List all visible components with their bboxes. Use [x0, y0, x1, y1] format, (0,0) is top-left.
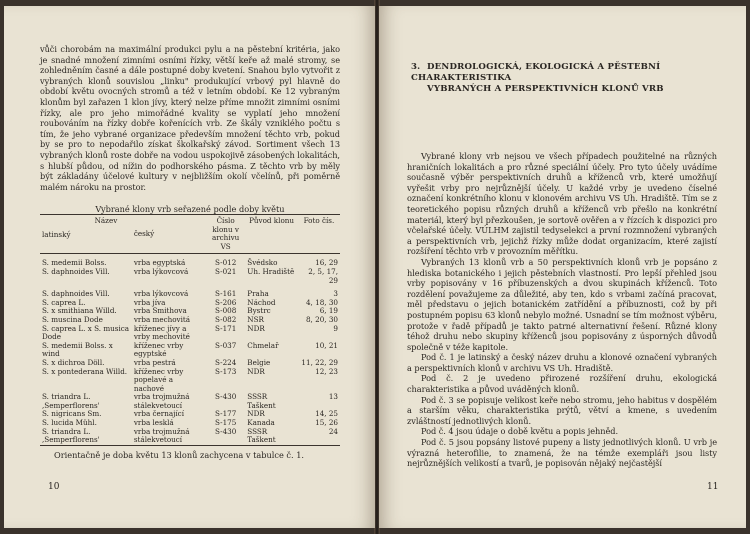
cell-latin: S. x pontederana Willd.: [42, 366, 128, 376]
cell-puvod: Belgie: [247, 357, 271, 367]
header-latinsky: latinský: [42, 229, 71, 239]
cell-czech: vrba lýkovcová: [133, 266, 189, 276]
cell-latin: S. medemii Bolss. x wind: [42, 340, 113, 359]
cell-cislo: S-177: [214, 409, 237, 419]
header-puvod: Původ klonu: [249, 216, 295, 225]
table-row: [40, 285, 340, 299]
cell-foto: 13: [328, 392, 338, 402]
cell-latin: S. caprea L.: [42, 297, 86, 307]
cell-foto: 16, 29: [315, 258, 338, 268]
cell-puvod: Kanada: [247, 418, 275, 428]
paragraph: Pod č. 2 je uvedeno přirozené rozšíření druhu, ekologická charakteristika a původ uváděných klonů.: [407, 373, 717, 395]
cell-cislo: S-161: [214, 289, 237, 299]
table-header-row: [40, 215, 340, 254]
header-nazev: Název: [94, 216, 118, 225]
cell-czech: vrba trojmužná stálekvetoucí: [133, 392, 190, 410]
table-row: [40, 428, 340, 446]
cell-cislo: S-173: [214, 366, 237, 376]
cell-cislo: S-008: [214, 306, 237, 316]
page-number-right: 11: [707, 482, 719, 492]
cell-foto: 24: [328, 426, 338, 436]
header-czech: [132, 215, 206, 254]
intro-text: vůči chorobám na maximální produkci pylu a na pěstební kritéria, jako je snadné množení zimními osními řízky, větší keře až malé stromy, se zohledněním časné a dále postupné doby kvetení. Snahou bylo vytvořit z vybraných klonů souvislou „linku" produkující vrbový pyl hlavně do období květu ovocných stromů a též v letním období. Ke 12 vybraným klonům byl zařazen 1 klon jívy, který nelze příme množit zimními osními řízky, ale pro jeho mimořádné kvality se vyplatí jeho množení roubováním na řízky dobře kořenících vrb. Ze škály vzniklého počtu s tím, že jeho vybrané organizace především množení těchto vrb, pokud by se pro to nepodařilo získat školkařský závod. Sortiment všech 13 vybraných klonů roste dobře na vodou uspokojivě zásobených lokalitách, s hlubší půdou, od nížin do podhorského pásma. Z těchto vrb by měly být základány účelové kultury v nejbližším okolí včelínů, při poměrně malém nároku na prostor.: [40, 44, 340, 192]
table-row: [40, 268, 340, 285]
paragraph: Pod č. 3 se popisuje velikost keře nebo stromu, jeho habitus v dospělém a starším věku, charakteristika prýtů, větví a kmene, s uvedením zvláštností jednotlivých klonů.: [407, 394, 717, 426]
cell-foto: 8, 20, 30: [305, 314, 338, 324]
cell-latin: S. x dichroa Döll.: [42, 357, 105, 367]
cell-czech: vrba egyptská: [133, 258, 186, 268]
cell-foto: 12, 23: [315, 366, 338, 376]
cell-puvod: NSR: [247, 314, 264, 324]
cell-latin: S. medemii Bolss.: [42, 258, 107, 268]
cell-puvod: SSSR Taškent: [247, 392, 276, 410]
table-body: [40, 254, 340, 445]
cell-foto: 11, 22, 29: [301, 357, 338, 367]
clone-table: [40, 214, 340, 446]
cell-cislo: S-430: [214, 426, 237, 436]
cell-cislo: S-037: [214, 340, 237, 350]
table-row: [40, 368, 340, 394]
paragraph: Pod č. 5 jsou popsány listové pupeny a listy jednotlivých klonů. U vrb je výrazná heterofilie, to znamená, že na témže exempláři jsou listy nejrůznějších velikostí a tvarů, je popisován nějaký nejčastější: [407, 437, 717, 469]
cell-puvod: NDR: [247, 409, 265, 419]
cell-puvod: NDR: [247, 323, 265, 333]
page-number-left: 10: [48, 482, 60, 492]
table-row: [40, 393, 340, 410]
cell-puvod: Náchod: [247, 297, 276, 307]
cell-czech: vrba lesklá: [133, 418, 174, 428]
table-row: [40, 342, 340, 359]
paragraph: Pod č. 4 jsou údaje o době květu a popis jehněd.: [421, 426, 619, 437]
chapter-heading: [411, 62, 723, 95]
cell-puvod: NDR: [247, 366, 265, 376]
cell-foto: 4, 18, 30: [305, 297, 338, 307]
cell-czech: kříženec jívy a vrby mechovité: [133, 323, 190, 342]
cell-puvod: SSSR Taškent: [247, 426, 276, 445]
header-cesky: český: [133, 229, 155, 238]
cell-cislo: S-224: [214, 357, 237, 367]
cell-cislo: S-082: [214, 314, 237, 324]
header-cislo: Číslo klonu v archivu VS: [211, 216, 240, 251]
table-row: [40, 325, 340, 342]
cell-czech: vrba lýkovcová: [133, 289, 189, 299]
cell-czech: kříženec vrby egyptské: [133, 340, 184, 359]
table-footer-rule: [40, 445, 340, 446]
cell-czech: vrba trojmužná stálekvetoucí: [133, 426, 190, 445]
cell-latin: S. lucida Mühl.: [42, 418, 97, 428]
cell-foto: 15, 26: [315, 418, 338, 428]
cell-latin: S. triandra L. ,Semperflorens': [42, 392, 100, 410]
chapter-title-line1: DENDROLOGICKÁ, EKOLOGICKÁ A PĚSTEBNÍ CHARAKTERISTIKA: [411, 62, 661, 83]
cell-czech: vrba jíva: [133, 297, 166, 307]
cell-puvod: Praha: [247, 289, 269, 299]
header-foto: Foto čís.: [303, 216, 335, 225]
cell-puvod: Uh. Hradiště: [247, 266, 295, 276]
cell-czech: vrba mechovitá: [133, 314, 191, 324]
cell-latin: S. daphnoides Vill.: [42, 289, 110, 299]
cell-puvod: Bystrc: [247, 306, 271, 316]
cell-cislo: S-206: [214, 297, 237, 307]
right-body-text: [407, 151, 717, 469]
cell-cislo: S-430: [214, 392, 237, 402]
cell-cislo: S-021: [214, 266, 237, 276]
right-page: [379, 6, 746, 528]
table-row: [40, 254, 340, 268]
cell-foto: 14, 25: [315, 409, 338, 419]
cell-latin: S. caprea L. x S. musica Dode: [42, 323, 130, 342]
cell-czech: vrba černající: [133, 409, 184, 419]
cell-latin: S. triandra L. ,Semperflorens': [42, 426, 100, 445]
cell-czech: kříženec vrby popelavé a nachové: [133, 366, 184, 393]
chapter-title-line2: VYBRANÝCH A PERSPEKTIVNÍCH KLONŮ VRB: [427, 84, 664, 94]
cell-czech: vrba pestrá: [133, 357, 176, 367]
cell-czech: vrba Smithova: [133, 306, 187, 316]
cell-cislo: S-171: [214, 323, 237, 333]
cell-cislo: S-012: [214, 258, 237, 268]
cell-foto: 10, 21: [315, 340, 338, 350]
intro-paragraph: [40, 44, 340, 192]
cell-cislo: S-175: [214, 418, 237, 428]
paragraph: Pod č. 1 je latinský a český název druhu a klonové označení vybraných a perspektivních klonů v archivu VS Uh. Hradiště.: [407, 352, 717, 373]
cell-latin: S. daphnoides Vill.: [42, 266, 110, 276]
cell-puvod: Chmelař: [247, 340, 279, 350]
cell-foto: 9: [333, 323, 338, 333]
left-page: [4, 6, 375, 528]
paragraph: Vybraných 13 klonů vrb a 50 perspektivních klonů vrb je popsáno z hlediska botanického i jejich pěstebních vlastností. Pro lepší přehled jsou vrby popisovány v 16 příbuzenských a dvou skupinách kříženců. Toto rozdělení považujeme za důležité, aby ten, kdo s vrbami začíná pracovat, měl představu o jejich botanickém zatřídění a příbuznosti, což by při postupném popisu 63 klonů nebylo možné. Usnadní se tím možnost výběru, protože v řadě případů je takto patrné alternativní řešení. Různé klony téhož druhu nebo skupiny kříženců jsou popisovány z úsporných důvodů společně v téže kapitole.: [407, 256, 717, 352]
cell-latin: S. muscina Dode: [42, 314, 103, 324]
cell-latin: S. nigricans Sm.: [42, 409, 102, 419]
header-latin: [40, 215, 132, 254]
paragraph: Vybrané klony vrb nejsou ve všech případech použitelné na různých hraničních lokalitách a pro různé speciální účely. Pro tyto účely uvádíme současně výběr perspektivních druhů a kříženců vrb, které umožňují vyřešit vrby pro nejrůznější účely. U každé vrby je uvedeno číselné označení konkrétního klonu v klonovém archivu VS Uh. Hradiště. Tím se z teoretického popisu různých druhů a kříženců vrb přešlo na konkrétní materiál, který byl přezkoušen, je sortově ověřen a v řízcích k dispozici pro včelařské účely. VÚLHM zajistil tedyselekci a první rozmnožení vybraných a perspektivních vrb, jejichž řízky může dodat organizacím, které zajistí rozšíření těchto vrb v provozním měřítku.: [407, 151, 717, 257]
cell-latin: S. x smithiana Willd.: [42, 306, 117, 316]
cell-foto: 2, 5, 17, 29: [308, 266, 338, 285]
chapter-number: 3.: [411, 62, 421, 72]
table-note: Orientačně je doba květu 13 klonů zachycena v tabulce č. 1.: [54, 450, 305, 460]
cell-foto: 3: [333, 289, 338, 299]
cell-foto: 6, 19: [319, 306, 338, 316]
table-caption: Vybrané klony vrb seřazené podle doby květu: [95, 204, 285, 214]
cell-puvod: Švédsko: [247, 258, 278, 268]
